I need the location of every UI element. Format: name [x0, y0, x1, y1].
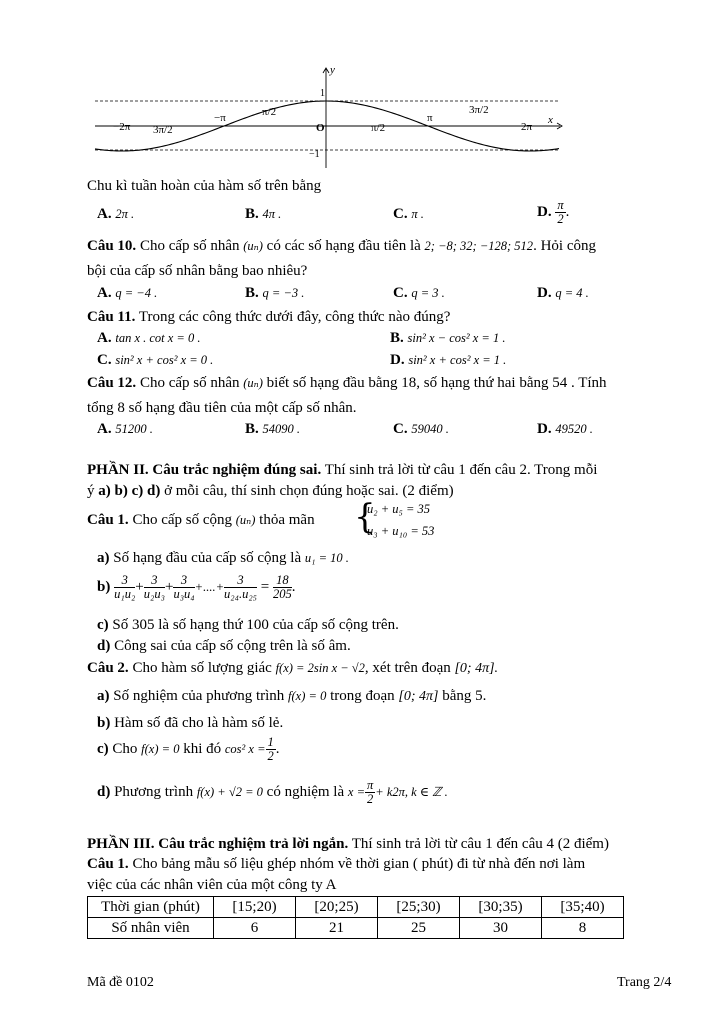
p2q2-item-c[interactable]: c) Cho f(x) = 0 khi đó cos² x = $\frac{1}{2}$ .	[97, 735, 280, 763]
table-cell: Số nhân viên	[88, 918, 214, 939]
footer-code: Mã đề 0102	[87, 975, 154, 990]
option-value: 2π .	[115, 207, 135, 221]
item-math: cos² x =	[224, 741, 266, 756]
table-cell: 30	[460, 918, 542, 939]
option-value: 4π .	[262, 207, 282, 221]
option-value: q = −3 .	[262, 286, 305, 300]
option-value: tan x . cot x = 0 .	[115, 331, 201, 345]
tick-pi-2: π/2	[371, 122, 386, 134]
p2q2-text: , xét trên đoạn	[364, 660, 451, 676]
p2q1-item-a[interactable]	[97, 550, 349, 567]
table-cell: 21	[296, 918, 378, 939]
q10-option-c[interactable]	[393, 285, 445, 302]
table-header-cell: [35;40)	[542, 897, 624, 918]
option-label: A.	[97, 421, 112, 437]
option-value: 49520 .	[555, 422, 593, 436]
option-value: sin² x + cos² x = 0 .	[115, 353, 214, 367]
interval: [0; 4π].	[454, 661, 499, 676]
option-label: C.	[393, 421, 408, 437]
q10-option-b[interactable]	[245, 285, 304, 302]
option-tail: .	[565, 203, 570, 220]
option-label: C.	[393, 206, 408, 222]
q10-option-a[interactable]	[97, 285, 157, 302]
q12-option-c[interactable]	[393, 421, 449, 438]
q11-stem	[87, 308, 675, 327]
frac-den: u₃u₄	[173, 587, 195, 601]
frac-num: π	[557, 198, 564, 212]
q10-text: . Hỏi công	[533, 238, 596, 254]
function-expr: f(x) = 2sin x − √2	[275, 661, 365, 675]
item-math: f(x) + √2 = 0	[196, 784, 263, 799]
section-text: ý	[87, 483, 95, 499]
frac-num: 3	[144, 574, 165, 588]
system-eq2: u₃ + u₁₀ = 53	[367, 524, 435, 538]
graph-y-label: y	[330, 64, 335, 76]
table-cell: 6	[214, 918, 296, 939]
item-text: Cho	[112, 740, 138, 757]
table-header-cell: [20;25)	[296, 897, 378, 918]
option-label: A.	[97, 206, 112, 222]
q10-terms: 2; −8; 32; −128; 512	[424, 239, 534, 253]
item-math: u₁ = 10 .	[304, 551, 349, 565]
system-brace: {	[354, 497, 376, 537]
q11-option-a[interactable]	[97, 330, 201, 347]
p3q1-line1	[87, 855, 675, 874]
q10-option-d[interactable]	[537, 285, 589, 302]
q10-text: Cho cấp số nhân	[139, 238, 240, 254]
tick-minus-3pi-2: 3π/2	[153, 124, 173, 136]
q9-option-d[interactable]	[537, 199, 569, 226]
q9-option-c[interactable]	[393, 206, 424, 223]
part2-heading	[87, 461, 675, 480]
p2q1-item-d[interactable]	[97, 638, 351, 655]
frac-dots: +....+	[194, 579, 225, 594]
frac-num: 3	[173, 574, 194, 588]
table-header-cell: [30;35)	[460, 897, 542, 918]
p2q1-item-b[interactable]: b) $\frac{3}{\text{u₁u₂}}$ + $\frac{3}{\text{u₂u₃}}$ + $\frac{3}{\text{u₃u₄}}$ +....+ $\frac{3}{\text{u₂₄.u₂₅}}$ = $\frac{18}{205}$ .	[97, 573, 296, 601]
section-text: ở mỗi câu, thí sinh chọn đúng hoặc sai. (2 điểm)	[164, 483, 454, 499]
p2q2-item-a[interactable]	[97, 688, 486, 705]
tick-2pi: 2π	[521, 121, 533, 133]
section-text: Thí sinh trả lời từ câu 1 đến câu 4 (2 điểm)	[351, 836, 609, 852]
part2-line2	[87, 482, 675, 501]
q12-option-d[interactable]	[537, 421, 593, 438]
frac-num: 3	[114, 574, 135, 588]
option-label: C.	[97, 352, 112, 368]
system-eq1: u₂ + u₅ = 35	[367, 502, 431, 516]
question-label: Câu 11.	[87, 309, 136, 325]
q12-text: Cho cấp số nhân	[139, 375, 240, 391]
question-label: Câu 12.	[87, 375, 137, 391]
option-value: π .	[411, 207, 424, 221]
item-math: x =	[347, 784, 365, 799]
option-value: q = −4 .	[115, 286, 158, 300]
q9-option-a[interactable]	[97, 206, 134, 223]
q10-line2: bội của cấp số nhân bằng bao nhiêu?	[87, 263, 308, 279]
option-label: D.	[537, 421, 552, 437]
item-text: Số nghiệm của phương trình	[113, 688, 285, 704]
table-header-cell: [15;20)	[214, 897, 296, 918]
option-value: 54090 .	[262, 422, 301, 436]
p2q1-text: Cho cấp số cộng	[132, 512, 233, 528]
section-text: Thí sinh trả lời từ câu 1 đến câu 2. Trong mỗi	[324, 462, 598, 478]
option-label: A.	[97, 285, 112, 301]
p3q1-line2: việc của các nhân viên của một công ty A	[87, 877, 337, 893]
option-value: q = 3 .	[411, 286, 445, 300]
item-text: Số 305 là số hạng thứ 100 của cấp số cộng trên.	[112, 617, 399, 633]
frac-den: 2	[557, 212, 564, 226]
q12-option-a[interactable]	[97, 421, 153, 438]
option-label: B.	[245, 421, 259, 437]
frac-den: 205	[273, 587, 292, 601]
tick-minus-2pi: −2π	[113, 121, 131, 133]
frac-den: 2	[367, 792, 374, 806]
data-table	[87, 896, 624, 939]
item-text: khi đó	[183, 740, 222, 757]
section-title: PHẦN III. Câu trắc nghiệm trả lời ngắn.	[87, 836, 349, 852]
p2q2-stem	[87, 660, 498, 677]
option-value: 59040 .	[411, 422, 449, 436]
table-cell: 25	[378, 918, 460, 939]
tick-pi: π	[427, 112, 433, 124]
sequence-symbol: (uₙ)	[235, 513, 256, 527]
option-label: D.	[537, 203, 552, 220]
item-label: c)	[97, 740, 109, 757]
tick-minus-pi: −π	[214, 112, 226, 124]
table-header-cell: [25;30)	[378, 897, 460, 918]
item-math: f(x) = 0	[288, 689, 327, 703]
p2q2-item-b[interactable]	[97, 715, 283, 732]
p3q1-text: Cho bảng mẫu số liệu ghép nhóm về thời gian ( phút) đi từ nhà đến nơi làm	[132, 856, 586, 872]
item-label: b)	[97, 578, 111, 595]
frac-num: π	[367, 778, 374, 792]
table-row	[88, 897, 624, 918]
table-header-cell: Thời gian (phút)	[88, 897, 214, 918]
cosine-graph	[85, 62, 565, 172]
footer-page: Trang 2/4	[617, 975, 672, 990]
item-text: Phương trình	[114, 783, 194, 800]
question-label: Câu 1.	[87, 512, 129, 528]
q12-text: biết số hạng đầu bằng 18, số hạng thứ hai bằng 54 . Tính	[266, 375, 607, 391]
p2q2-item-d[interactable]	[97, 779, 448, 806]
option-label: B.	[245, 285, 259, 301]
graph-x-label: x	[548, 114, 553, 126]
interval: [0; 4π]	[398, 689, 439, 704]
q9-stem: Chu kì tuần hoàn của hàm số trên bằng	[87, 178, 322, 194]
q10-text: có các số hạng đầu tiên là	[266, 238, 421, 254]
tick-one: 1	[320, 88, 325, 99]
frac-den: u₂u₃	[143, 587, 165, 601]
table-cell: 8	[542, 918, 624, 939]
option-label: A.	[97, 330, 112, 346]
p2q2-text: Cho hàm số lượng giác	[132, 660, 272, 676]
item-label: a)	[97, 550, 110, 566]
item-label: d)	[97, 783, 111, 800]
frac-num: 18	[273, 574, 292, 588]
item-label: b)	[97, 715, 111, 731]
frac-num: 3	[224, 574, 257, 588]
option-value: sin² x + cos² x = 1 .	[408, 353, 507, 367]
item-text: có nghiệm là	[266, 783, 345, 800]
table-row	[88, 918, 624, 939]
item-text: Công sai của cấp số cộng trên là số âm.	[114, 638, 351, 654]
frac-den: u₁u₂	[114, 587, 136, 601]
q12-line2: tổng 8 số hạng đầu tiên của một cấp số nhân.	[87, 400, 357, 416]
p2q1-text: thỏa mãn	[259, 512, 315, 528]
option-label: D.	[537, 285, 552, 301]
item-math: + k2π, k ∈ ℤ .	[375, 784, 448, 799]
q11-option-c[interactable]	[97, 352, 213, 369]
option-value: q = 4 .	[555, 286, 589, 300]
item-text: Số hạng đầu của cấp số cộng là	[113, 550, 302, 566]
item-text: trong đoạn	[330, 688, 395, 704]
item-label: d)	[97, 638, 111, 654]
tick-3pi-2: 3π/2	[469, 104, 489, 116]
section-title: PHẦN II. Câu trắc nghiệm đúng sai.	[87, 462, 322, 478]
option-label: B.	[390, 330, 404, 346]
q11-option-d[interactable]	[390, 352, 506, 369]
sequence-symbol: (uₙ)	[243, 376, 263, 390]
item-math: f(x) = 0	[141, 741, 180, 756]
q12-line1	[87, 374, 675, 393]
frac-den: u₂₄.u₂₅	[224, 587, 258, 601]
q12-option-b[interactable]	[245, 421, 300, 438]
option-label: C.	[393, 285, 408, 301]
tick-minus-pi-2: π/2	[262, 106, 277, 118]
item-label: c)	[97, 617, 109, 633]
tick-minus-one: −1	[309, 149, 320, 160]
frac-num: 1	[267, 735, 274, 749]
q11-option-b[interactable]	[390, 330, 505, 347]
frac-den: 2	[267, 749, 274, 763]
item-text: Hàm số đã cho là hàm số lẻ.	[114, 715, 284, 731]
option-label: D.	[390, 352, 405, 368]
p2q1-item-c[interactable]	[97, 617, 399, 634]
q11-text: Trong các công thức dưới đây, công thức nào đúng?	[138, 309, 451, 325]
sequence-symbol: (uₙ)	[243, 239, 263, 253]
section-items: a) b) c) d)	[98, 483, 161, 499]
item-label: a)	[97, 688, 110, 704]
option-label: B.	[245, 206, 259, 222]
option-value: 51200 .	[115, 422, 153, 436]
option-value: sin² x − cos² x = 1 .	[407, 331, 506, 345]
q9-option-b[interactable]	[245, 206, 281, 223]
question-label: Câu 2.	[87, 660, 129, 676]
item-text: bằng 5.	[442, 688, 487, 704]
part3-heading	[87, 835, 675, 854]
graph-origin: O	[316, 122, 325, 134]
p2q1-stem	[87, 512, 315, 529]
question-label: Câu 10.	[87, 238, 137, 254]
q10-line1	[87, 237, 675, 256]
question-label: Câu 1.	[87, 856, 129, 872]
